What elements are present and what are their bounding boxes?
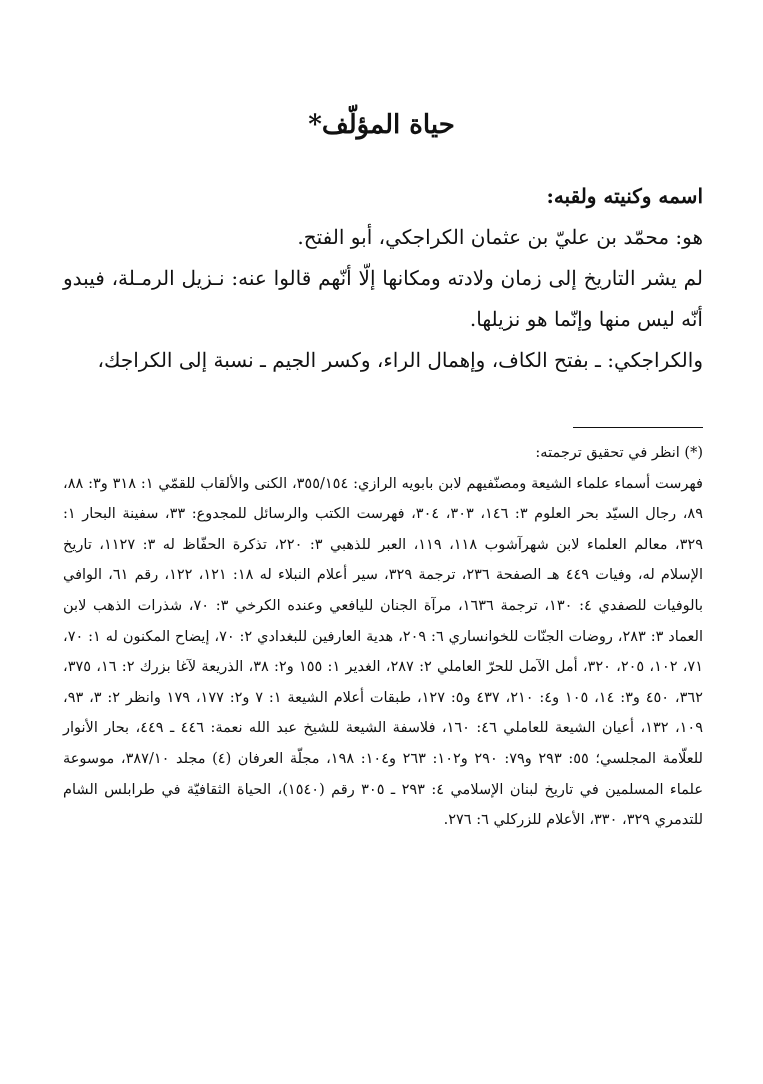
- paragraph-name: هو: محمّد بن عليّ بن عثمان الكراجكي، أبو الفتح.: [297, 225, 703, 249]
- paragraph-nisba: والكراجكي: ـ بفتح الكاف، وإهمال الراء، وكسر الجيم ـ نسبة إلى الكراجك،: [97, 348, 703, 372]
- page-title: حياة المؤلّف*: [308, 110, 455, 140]
- main-text: [63, 176, 703, 381]
- footnote-divider: [573, 427, 703, 428]
- paragraph-birth: لم يشر التاريخ إلى زمان ولادته ومكانها إلّا أنّهم قالوا عنه: نـزيل الرمـلة، فيبدو أنّه ليس منها وإنّما هو نزيلها.: [63, 266, 703, 331]
- footnote-intro: (*) انظر في تحقيق ترجمته:: [535, 445, 703, 461]
- footnote: [63, 438, 703, 836]
- section-heading: اسمه وكنيته ولقبه:: [546, 184, 703, 208]
- footnote-references: فهرست أسماء علماء الشيعة ومصنّفيهم لابن بابويه الرازي: ٣٥٥/١٥٤، الكنى والألقاب للقمّي ١: ٣١٨ و٣: ٨٨، ٨٩، رجال السيّد بحر العلوم ٣: ١٤٦، ٣٠٣، ٣٠٤، فهرست الكتب والرسائل للمجدوع: ٣٣، سفينة البحار ١: ٣٢٩، معالم العلماء لابن شهرآشوب ١١٨، ١١٩، العبر للذهبي ٣: ٢٢٠، تذكرة الحفّاظ له ٣: ١١٢٧، تاريخ الإسلام له، وفيات ٤٤٩ هـ الصفحة ٢٣٦، ترجمة ٣٢٩، سير أعلام النبلاء له ١٨: ١٢١، ١٢٢، رقم ٦١، الوافي بالوفيات للصفدي ٤: ١٣٠، ترجمة ١٦٣٦، مرآة الجنان لليافعي وعنده الكرخي ٣: ٧٠، شذرات الذهب لابن العماد ٣: ٢٨٣، روضات الجنّات للخوانساري ٦: ٢٠٩، هدية العارفين للبغدادي ٢: ٧٠، إيضاح المكنون له ١: ٧٠، ٧١، ١٠٢، ٢٠٥، ٣٢٠، أمل الآمل للحرّ العاملي ٢: ٢٨٧، الغدير ١: ١٥٥ و٢: ٣٨، الذريعة لآغا بزرك ٢: ١٦، ٣٧٥، ٣٦٢، ٤٥٠ و٣: ١٤، ١٠٥ و٤: ٢١٠، ٤٣٧ و٥: ١٢٧، طبقات أعلام الشيعة ١: ٧ و٢: ١٧٧، ١٧٩ وانظر ٢: ٣، ٩٣، ١٠٩، ١٣٢، أعيان الشيعة للعاملي ٤٦: ١٦٠، فلاسفة الشيعة للشيخ عبد الله نعمة: ٤٤٦ ـ ٤٤٩، بحار الأنوار للعلّامة المجلسي؛ ٥٥: ٢٩٣ و٧٩: ٢٩٠ و١٠٢: ٢٦٣ و١٠٤: ١٩٨، مجلّة العرفان (٤) مجلد ٣٨٧/١٠، موسوعة علماء المسلمين في تاريخ لبنان الإسلامي ٤: ٢٩٣ ـ ٣٠٥ رقم (١٥٤٠)، الحياة الثقافيّة في طرابلس الشام للتدمري ٣٢٩، ٣٣٠، الأعلام للزركلي ٦: ٢٧٦.: [63, 475, 704, 829]
